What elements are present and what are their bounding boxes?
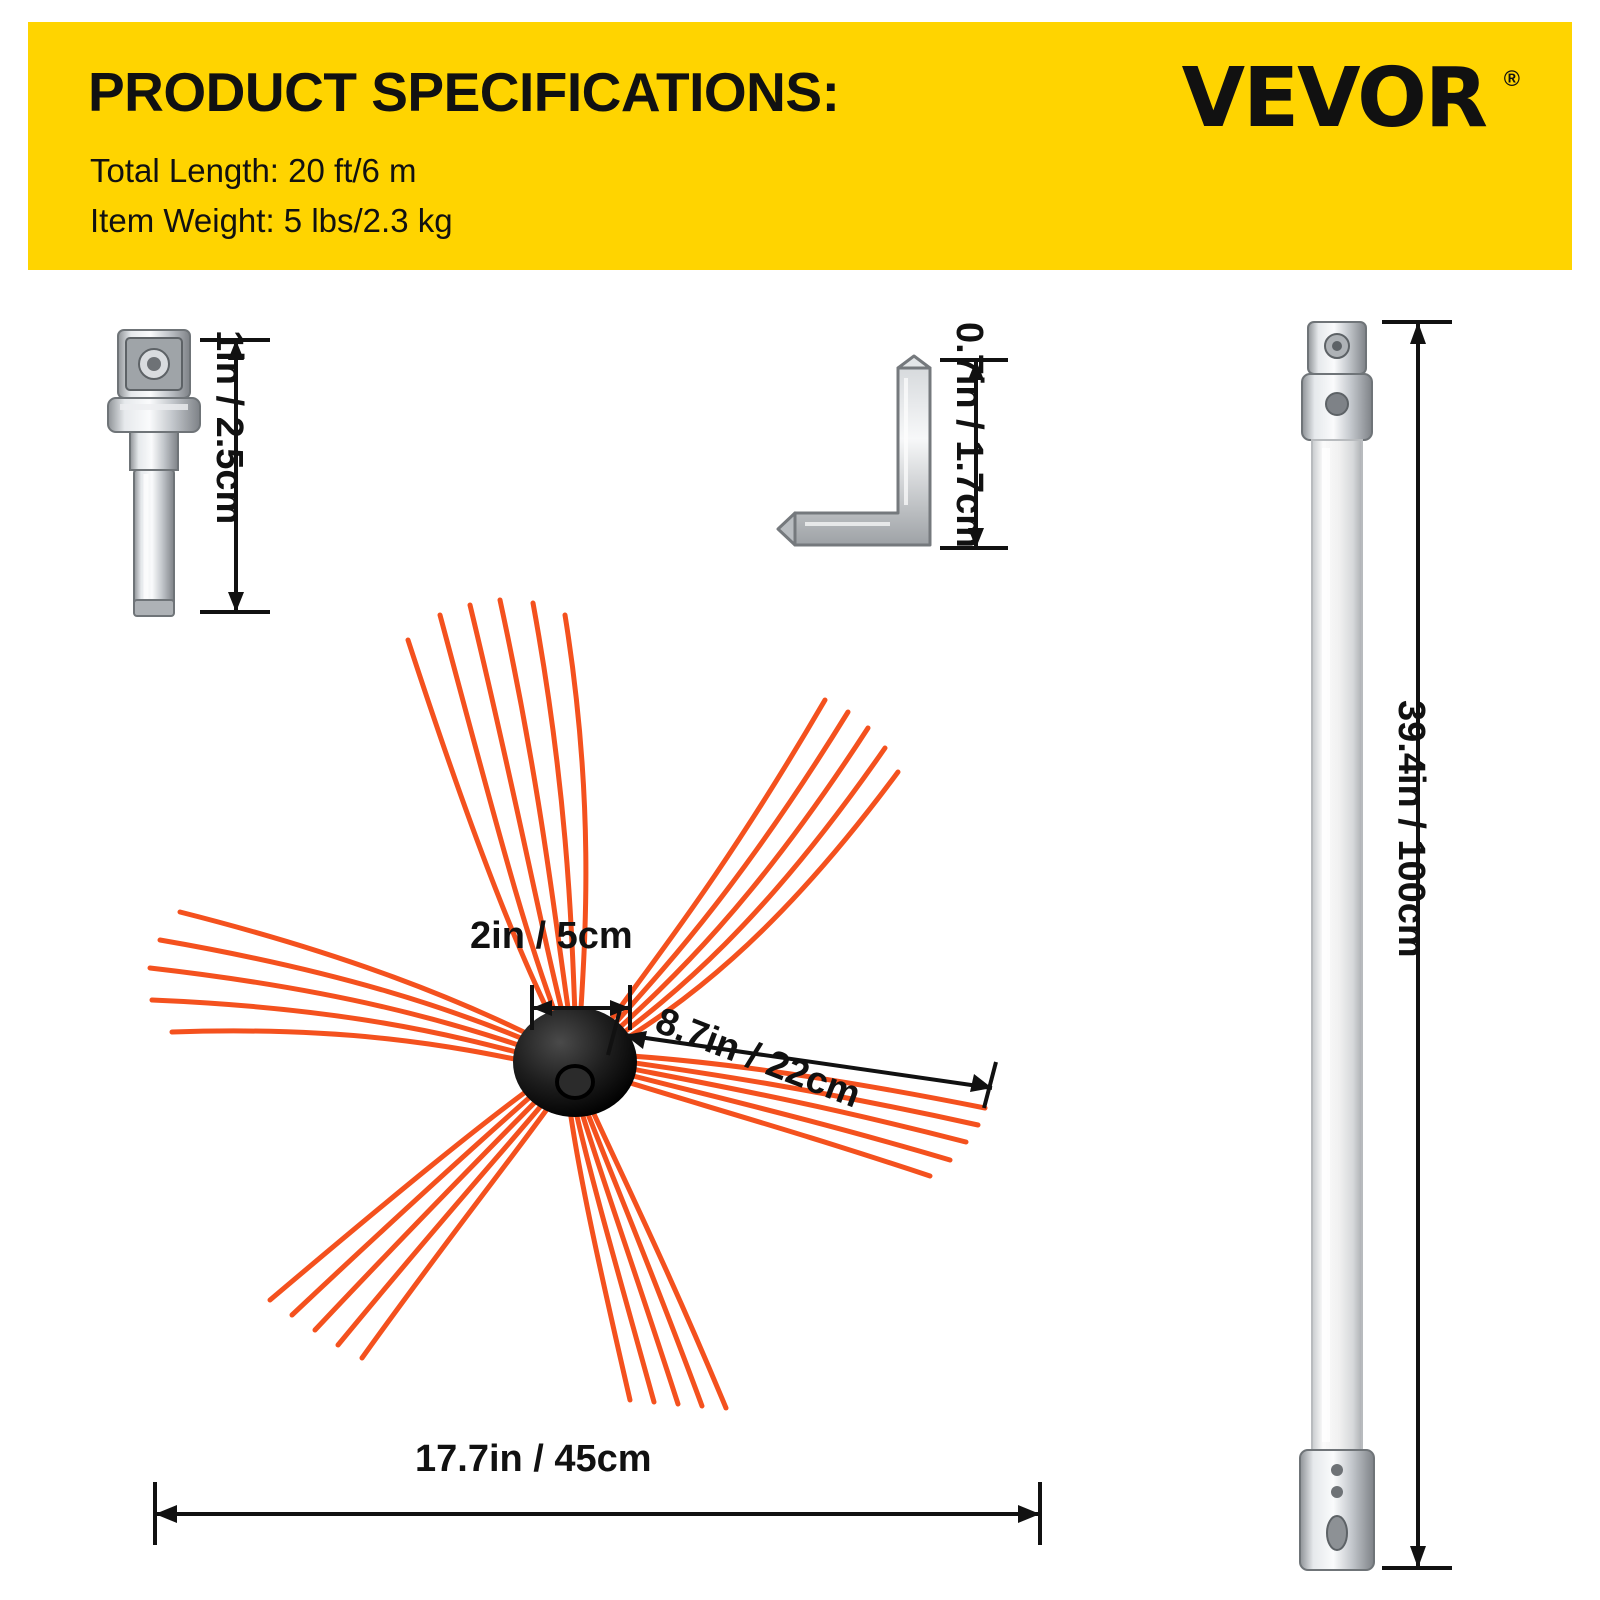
registered-trademark-icon: ®	[1503, 66, 1520, 91]
vevor-logo: VEVOR	[1181, 51, 1486, 146]
flexible-extension-rod	[1300, 322, 1374, 1570]
rod-length-label: 39.4in / 100cm	[1390, 700, 1432, 958]
connector-dimension-label: 1in / 2.5cm	[208, 330, 250, 525]
brush-diameter-label: 17.7in / 45cm	[415, 1438, 652, 1480]
bristle-length-label: 8.7in / 22cm	[649, 1000, 867, 1117]
spec-total-length: Total Length: 20 ft/6 m	[90, 152, 417, 189]
hex-key-dimension-label: 0.7in / 1.7cm	[948, 322, 990, 549]
spec-item-weight: Item Weight: 5 lbs/2.3 kg	[90, 202, 453, 239]
drive-connector-adapter	[108, 330, 200, 616]
page-title: PRODUCT SPECIFICATIONS:	[88, 61, 840, 123]
hub-width-label: 2in / 5cm	[470, 915, 633, 957]
hex-allen-key	[778, 356, 930, 545]
